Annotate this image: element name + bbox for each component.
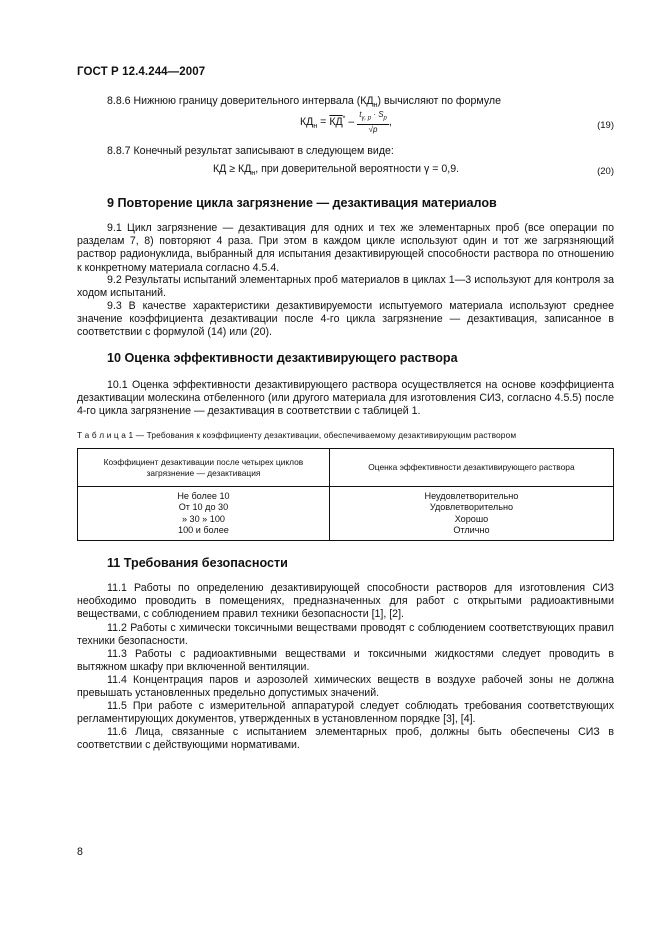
formula-20: КД ≥ $КД_н$, при доверительной вероятности γ = 0,9.	[213, 163, 460, 178]
clause-10-1: 10.1 Оценка эффективности дезактивирующего раствора осуществляется на основе коэффициента дезактивации молескина отбеленного (или другого материала для изготовления СИЗ, согласно 4.5.5) после 4-го цикла загрязнение — дезактивация в соответствии с таблицей 1.	[77, 379, 614, 418]
equation-number-20: (20)	[597, 166, 614, 177]
page-number: 8	[77, 846, 83, 858]
assessment-value: Хорошо	[454, 513, 489, 524]
clause-11-6: 11.6 Лица, связанные с испытанием элементарных проб, должны быть обеспечены СИЗ в соответствии с действующими нормативами.	[77, 726, 614, 752]
clause-9-3: 9.3 В качестве характеристики дезактивируемости испытуемого материала используют среднее значение коэффициента дезактивации после 4-го цикла загрязнение — дезактивация, записанное в соответствии с формулой (14) или (20).	[77, 300, 614, 339]
table-header-row	[78, 449, 614, 487]
table-1-caption: Т а б л и ц а 1 — Требования к коэффициенту дезактивации, обеспечиваемому дезактивирующим раствором	[77, 430, 517, 440]
table-header-coefficient: Коэффициент дезактивации после четырех циклов загрязнение — дезактивация	[78, 449, 330, 487]
table-cell-coefficients	[78, 487, 330, 541]
document-header: ГОСТ Р 12.4.244—2007	[77, 66, 206, 78]
formula-19: $КД_н = КД^*$ – $\frac{t_{\gamma, p} \cdot S_p}{√p}$ ,	[300, 110, 392, 134]
clause-9-2: 9.2 Результаты испытаний элементарных проб материалов в циклах 1—3 используют для контроля за ходом испытаний.	[77, 274, 614, 300]
clause-8-8-7: 8.8.7 Конечный результат записывают в следующем виде:	[107, 145, 394, 157]
equation-number-19: (19)	[597, 120, 614, 131]
table-header-assessment: Оценка эффективности дезактивирующего раствора	[329, 449, 613, 487]
coefficient-range: » 30 » 100	[181, 513, 225, 524]
clause-11-3: 11.3 Работы с радиоактивными веществами и токсичными жидкостями следует проводить в вытяжном шкафу при включенной вентиляции.	[77, 648, 614, 674]
formula-19-fraction: $\frac{t_{\gamma, p} \cdot S_p}{√p}$	[359, 110, 387, 134]
assessment-value: Неудовлетворительно	[424, 491, 519, 501]
coefficient-range: От 10 до 30	[178, 502, 229, 513]
clause-11-4: 11.4 Концентрация паров и аэрозолей химических веществ в воздухе рабочей зоны не должна превышать установленных предельно допустимых значений.	[77, 674, 614, 700]
clause-8-8-6: 8.8.6 Нижнюю границу доверительного интервала $(КД_н)$ вычисляют по формуле	[107, 95, 501, 110]
assessment-value: Удовлетворительно	[429, 502, 514, 513]
assessment-value: Отлично	[453, 525, 490, 536]
coefficient-range: 100 и более	[178, 525, 229, 536]
section-10-title: 10 Оценка эффективности дезактивирующего раствора	[107, 351, 458, 365]
clause-11-5: 11.5 При работе с измерительной аппаратурой следует соблюдать требования соответствующих регламентирующих документов, утвержденных в установленном порядке [3], [4].	[77, 700, 614, 726]
clause-11-1: 11.1 Работы по определению дезактивирующей способности растворов для изготовления СИЗ необходимо проводить в помещениях, предназначенных для работ с открытыми радиоактивными веществами, с соблюдением правил техники безопасности [1], [2].	[77, 582, 614, 621]
section-11-title: 11 Требования безопасности	[107, 556, 288, 570]
table-row	[78, 487, 614, 541]
clause-9-1: 9.1 Цикл загрязнение — дезактивация для одних и тех же элементарных проб (все операции по разделам 7, 8) повторяют 4 раза. При этом в каждом цикле используют один и тот же загрязняющий раствор радионуклида, выбранный для испытания дезактивирующей способности раствора по отношению к конкретному материала согласно 4.5.4.	[77, 222, 614, 274]
table-cell-assessments	[329, 487, 613, 541]
clause-11-2: 11.2 Работы с химически токсичными веществами проводят с соблюдением соответствующих правил техники безопасности.	[77, 622, 614, 648]
table-1	[77, 448, 614, 541]
coefficient-range: Не более 10	[177, 491, 230, 501]
section-9-title: 9 Повторение цикла загрязнение — дезактивация материалов	[107, 196, 497, 210]
